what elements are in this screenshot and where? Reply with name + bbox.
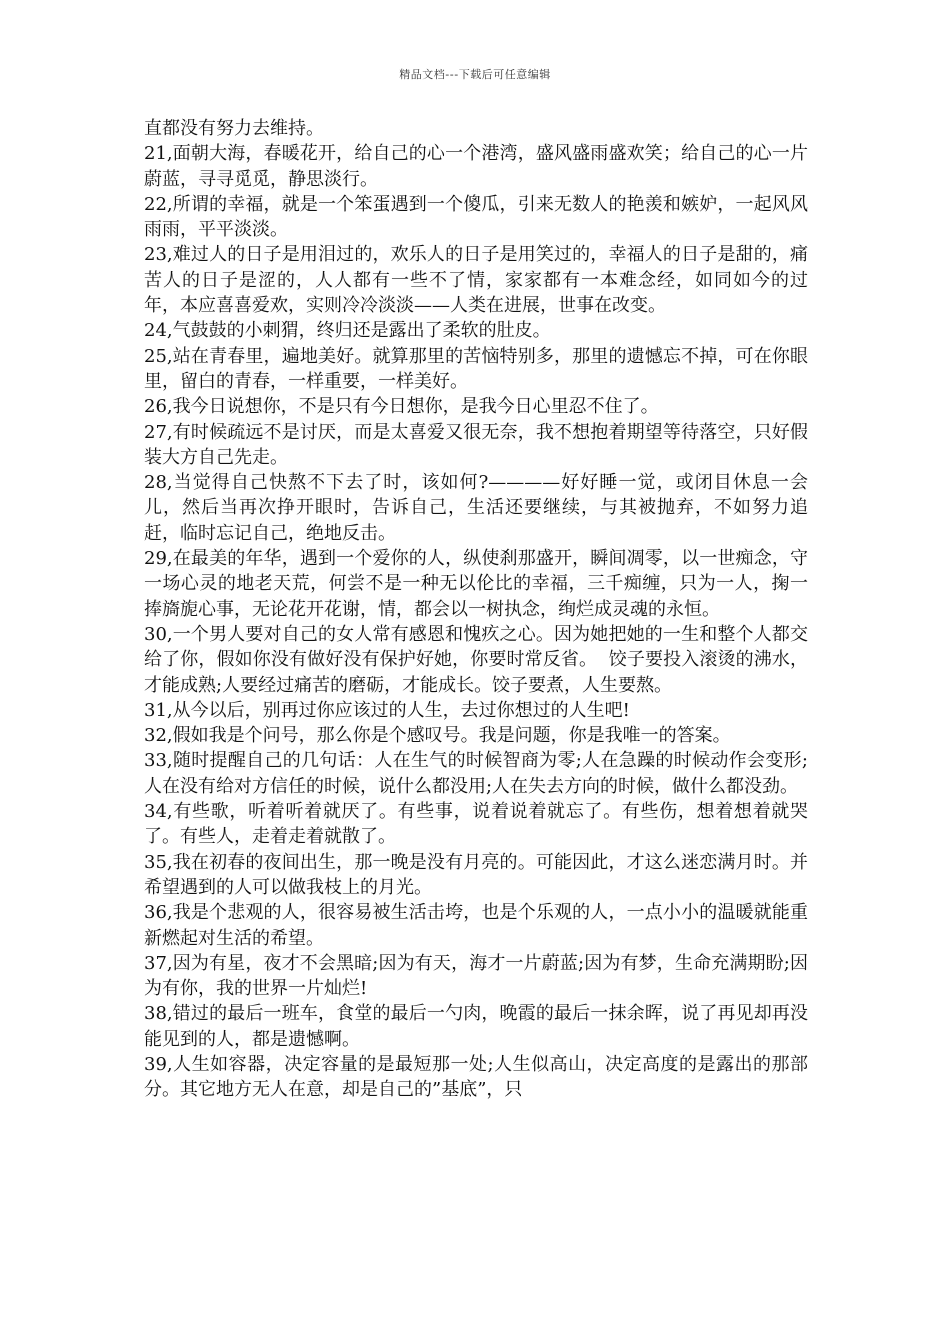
paragraph-26: 26,我今日说想你，不是只有今日想你，是我今日心里忍不住了。 <box>144 396 659 418</box>
paragraph-33: 33,随时提醒自己的几句话：人在生气的时候智商为零;人在急躁的时候动作会变形;人在没有给对方信任的时候，说什么都没用;人在失去方向的时候，做什么都没劲。 <box>144 750 808 797</box>
paragraph-29: 29,在最美的年华，遇到一个爱你的人，纵使刹那盛开，瞬间凋零，以一世痴念，守一场心灵的地老天荒，何尝不是一种无以伦比的幸福，三千痴缠，只为一人，掬一捧旖旎心事，无论花开花谢，情，都会以一树执念，绚烂成灵魂的永恒。 <box>144 548 808 620</box>
paragraph-27: 27,有时候疏远不是讨厌，而是太喜爱又很无奈，我不想抱着期望等待落空，只好假装大方自己先走。 <box>144 421 808 468</box>
paragraph-34: 34,有些歌，听着听着就厌了。有些事，说着说着就忘了。有些伤，想着想着就哭了。有些人，走着走着就散了。 <box>144 801 808 848</box>
paragraph-35: 35,我在初春的夜间出生，那一晚是没有月亮的。可能因此，才这么迷恋满月时。并希望遇到的人可以做我枝上的月光。 <box>144 851 808 898</box>
document-body <box>144 116 808 1103</box>
page-header: 精品文档---下载后可任意编辑 <box>399 68 551 81</box>
paragraph-32: 32,假如我是个问号，那么你是个感叹号。我是问题，你是我唯一的答案。 <box>144 725 731 747</box>
paragraph-28: 28,当觉得自己快熬不下去了时，该如何?————好好睡一觉，或闭目休息一会儿，然后当再次挣开眼时，告诉自己，生活还要继续，与其被抛弃，不如努力追赶，临时忘记自己，绝地反击。 <box>144 472 808 544</box>
paragraph-38: 38,错过的最后一班车，食堂的最后一勺肉，晚霞的最后一抹余晖，说了再见却再没能见到的人，都是遗憾啊。 <box>144 1003 808 1050</box>
paragraph-37: 37,因为有星，夜才不会黑暗;因为有天，海才一片蔚蓝;因为有梦，生命充满期盼;因为有你，我的世界一片灿烂! <box>144 952 808 1000</box>
paragraph-continuation: 直都没有努力去维持。 <box>144 118 324 139</box>
paragraph-25: 25,站在青春里，遍地美好。就算那里的苦恼特别多，那里的遗憾忘不掉，可在你眼里，留白的青春，一样重要，一样美好。 <box>144 345 808 392</box>
paragraph-23: 23,难过人的日子是用泪过的，欢乐人的日子是用笑过的，幸福人的日子是甜的，痛苦人的日子是涩的，人人都有一些不了情，家家都有一本难念经，如同如今的过年，本应喜喜爱欢，实则冷冷淡淡——人类在进展，世事在改变。 <box>144 244 808 317</box>
paragraph-30: 30,一个男人要对自己的女人常有感恩和愧疚之心。因为她把她的一生和整个人都交给了你，假如你没有做好没有保护好她，你要时常反省。 饺子要投入滚烫的沸水，才能成熟;人要经过痛苦的磨砺，才能成长。饺子要煮，人生要熬。 <box>144 623 808 696</box>
paragraph-31: 31,从今以后，别再过你应该过的人生，去过你想过的人生吧! <box>144 699 630 721</box>
paragraph-39: 39,人生如容器，决定容量的是最短那一处;人生似高山，决定高度的是露出的那部分。其它地方无人在意，却是自己的”基底”，只 <box>144 1053 808 1101</box>
paragraph-21: 21,面朝大海，春暖花开，给自己的心一个港湾，盛风盛雨盛欢笑；给自己的心一片蔚蓝，寻寻觅觅，静思淡行。 <box>144 143 808 190</box>
paragraph-36: 36,我是个悲观的人，很容易被生活击垮，也是个乐观的人，一点小小的温暖就能重新燃起对生活的希望。 <box>144 902 808 949</box>
paragraph-22: 22,所谓的幸福，就是一个笨蛋遇到一个傻瓜，引来无数人的艳羡和嫉妒，一起风风雨雨，平平淡淡。 <box>144 193 808 241</box>
paragraph-24: 24,气鼓鼓的小刺猬，终归还是露出了柔软的肚皮。 <box>144 320 551 342</box>
